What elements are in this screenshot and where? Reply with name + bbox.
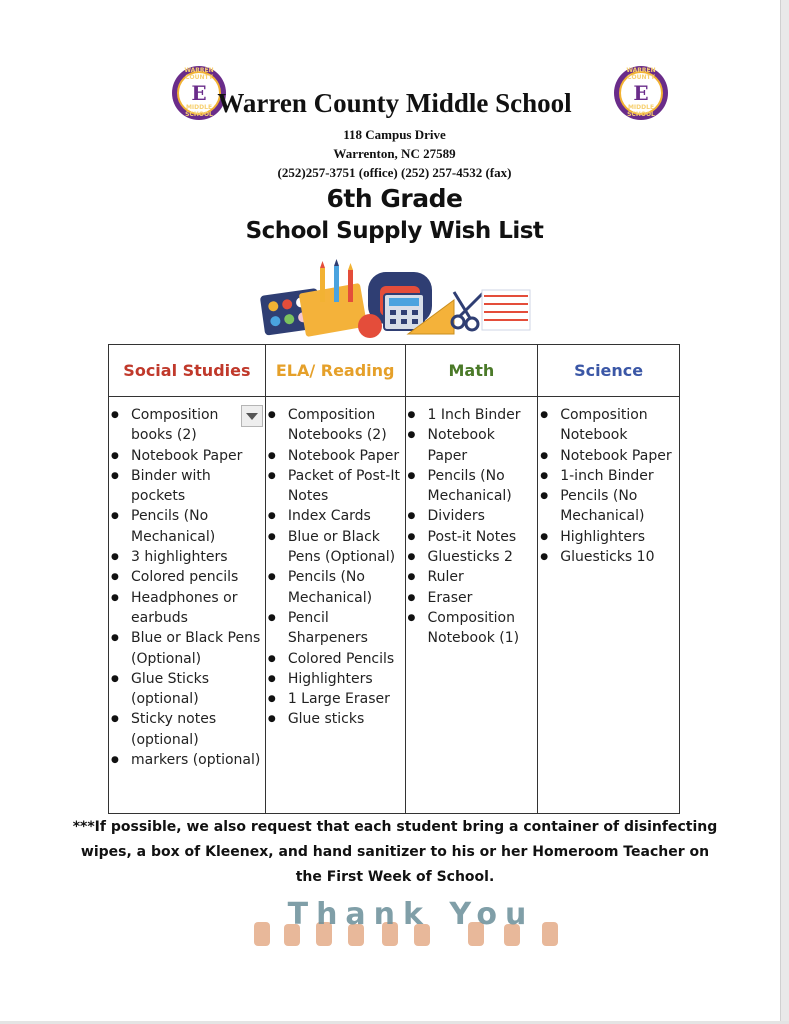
list-item: ● 3 highlighters <box>109 547 263 567</box>
heading-math: Math <box>405 345 538 397</box>
list-item: ● Composition Notebook <box>538 405 677 446</box>
list-item: ● Headphones or earbuds <box>109 588 263 629</box>
list-item: ● Packet of Post-It Notes <box>266 466 403 507</box>
list-item: ● Highlighters <box>266 669 403 689</box>
social-studies-list <box>109 397 265 770</box>
list-title: School Supply Wish List <box>245 218 544 244</box>
science-list <box>538 397 679 567</box>
address-city: Warrenton, NC 27589 <box>333 146 456 161</box>
pencils-icon <box>320 259 353 302</box>
list-item: ● Composition books (2) <box>109 405 263 446</box>
school-supplies-illustration <box>258 258 534 342</box>
list-item: ● Post-it Notes <box>406 527 536 547</box>
phone-fax: (252)257-3751 (office) (252) 257-4532 (fax) <box>277 165 512 180</box>
social-studies-cell <box>109 397 266 814</box>
list-item: ● 1 Inch Binder <box>406 405 536 425</box>
list-item: ● Binder with pockets <box>109 466 263 507</box>
math-cell <box>405 397 538 814</box>
logo-text-bottom: MIDDLE SCHOOL <box>185 104 213 118</box>
list-item: ● Colored pencils <box>109 567 263 587</box>
school-name: Warren County Middle School <box>217 88 572 118</box>
list-item: ● Notebook Paper <box>406 425 536 466</box>
list-item: ● Notebook Paper <box>109 446 263 466</box>
list-item: ● Gluesticks 2 <box>406 547 536 567</box>
list-item: ● Notebook Paper <box>266 446 403 466</box>
ela-reading-list <box>266 397 405 730</box>
scissors-icon <box>452 292 484 330</box>
logo-text-top: WARREN COUNTY <box>626 67 656 81</box>
list-item: ● Dividers <box>406 506 536 526</box>
list-item: ● Notebook Paper <box>538 446 677 466</box>
list-item: ● Gluesticks 10 <box>538 547 677 567</box>
heading-ela-reading: ELA/ Reading <box>265 345 405 397</box>
list-item: ● Glue sticks <box>266 709 403 729</box>
grade-title: 6th Grade <box>326 184 463 213</box>
apple-icon <box>358 314 382 338</box>
ela-reading-cell <box>265 397 405 814</box>
list-item: ● Pencils (No Mechanical) <box>538 486 677 527</box>
list-item: ● markers (optional) <box>109 750 263 770</box>
calculator-icon <box>384 294 424 330</box>
list-item: ● Blue or Black Pens (Optional) <box>109 628 263 669</box>
list-item: ● Ruler <box>406 567 536 587</box>
thank-you-text: Thank You <box>287 900 535 932</box>
list-item: ● 1-inch Binder <box>538 466 677 486</box>
science-cell <box>538 397 680 814</box>
list-item: ● 1 Large Eraser <box>266 689 403 709</box>
list-item: ● Colored Pencils <box>266 649 403 669</box>
footnote-request: ***If possible, we also request that each student bring a container of disinfecting wipes, a box of Kleenex, and hand sanitizer to his or her Homeroom Teacher on the First Week of School. <box>72 819 718 885</box>
list-item: ● Sticky notes (optional) <box>109 709 263 750</box>
list-item: ● Pencils (No Mechanical) <box>109 506 263 547</box>
logo-letter: E <box>191 81 207 105</box>
math-list <box>406 397 538 649</box>
supply-table <box>108 344 680 814</box>
heading-social-studies: Social Studies <box>109 345 266 397</box>
list-item: ● Composition Notebooks (2) <box>266 405 403 446</box>
list-item: ● Pencil Sharpeners <box>266 608 403 649</box>
heading-science: Science <box>538 345 680 397</box>
thank-you-hands-illustration <box>236 900 586 946</box>
logo-text-bottom: MIDDLE SCHOOL <box>627 104 655 118</box>
list-item: ● Pencils (No Mechanical) <box>266 567 403 608</box>
logo-text-top: WARREN COUNTY <box>184 67 214 81</box>
notebook-icon <box>482 290 530 330</box>
address-street: 118 Campus Drive <box>343 127 446 142</box>
list-item: ● Blue or Black Pens (Optional) <box>266 527 403 568</box>
list-item: ● Highlighters <box>538 527 677 547</box>
logo-letter: E <box>633 81 649 105</box>
table-row <box>109 397 680 814</box>
list-item: ● Pencils (No Mechanical) <box>406 466 536 507</box>
list-item: ● Eraser <box>406 588 536 608</box>
list-item: ● Index Cards <box>266 506 403 526</box>
table-header-row <box>109 345 680 397</box>
list-item: ● Composition Notebook (1) <box>406 608 536 649</box>
list-item: ● Glue Sticks (optional) <box>109 669 263 710</box>
